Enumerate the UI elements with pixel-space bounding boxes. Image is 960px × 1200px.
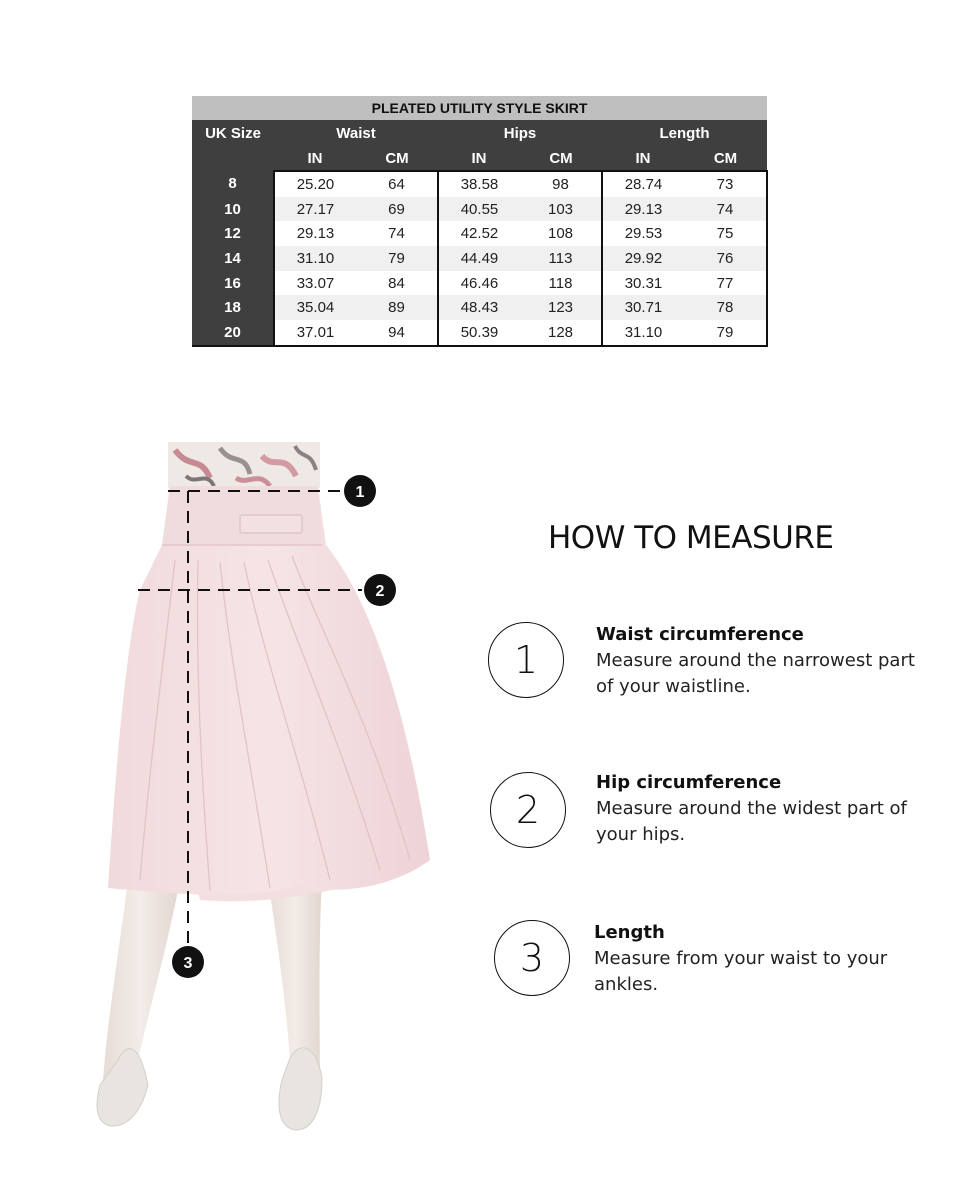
table-row xyxy=(192,295,767,320)
measurement-cell: 74 xyxy=(356,221,438,246)
measurement-cell: 128 xyxy=(520,320,602,346)
measurement-cell: 30.71 xyxy=(602,295,684,320)
measurement-cell: 35.04 xyxy=(274,295,356,320)
step-description: Measure around the widest part of your hips. xyxy=(596,798,907,845)
step-description: Measure from your waist to your ankles. xyxy=(594,948,888,995)
unit-header: CM xyxy=(356,146,438,171)
measurement-cell: 27.17 xyxy=(274,197,356,222)
measurement-cell: 75 xyxy=(684,221,767,246)
measurement-cell: 37.01 xyxy=(274,320,356,346)
measurement-cell: 29.13 xyxy=(274,221,356,246)
step-title: Length xyxy=(594,922,665,943)
marker-1-label: 1 xyxy=(355,484,365,501)
size-chart-table xyxy=(192,96,768,347)
measurement-cell: 40.55 xyxy=(438,197,520,222)
table-body xyxy=(192,171,767,346)
measurement-cell: 73 xyxy=(684,171,767,197)
marker-2 xyxy=(364,574,396,606)
table-title: PLEATED UTILITY STYLE SKIRT xyxy=(192,96,767,120)
step-number-circle: 2 xyxy=(490,772,566,848)
measurement-cell: 118 xyxy=(520,271,602,296)
table-row xyxy=(192,320,767,346)
marker-3-label: 3 xyxy=(183,955,193,972)
right-shoe xyxy=(279,1048,322,1130)
measurement-cell: 77 xyxy=(684,271,767,296)
measurement-cell: 44.49 xyxy=(438,246,520,271)
measurement-cell: 103 xyxy=(520,197,602,222)
table-row xyxy=(192,171,767,197)
waist-group-header: Waist xyxy=(274,120,438,146)
marker-2-label: 2 xyxy=(375,583,385,600)
unit-header: IN xyxy=(438,146,520,171)
step-title: Waist circumference xyxy=(596,624,804,645)
step-description: Measure around the narrowest part of your waistline. xyxy=(596,650,915,697)
measurement-cell: 42.52 xyxy=(438,221,520,246)
size-header-spacer xyxy=(192,146,274,171)
measurement-cell: 33.07 xyxy=(274,271,356,296)
size-cell: 8 xyxy=(192,171,274,197)
measurement-cell: 46.46 xyxy=(438,271,520,296)
size-cell: 18 xyxy=(192,295,274,320)
pocket-flap xyxy=(240,515,302,533)
table-row xyxy=(192,221,767,246)
length-group-header: Length xyxy=(602,120,767,146)
measurement-cell: 25.20 xyxy=(274,171,356,197)
measurement-cell: 84 xyxy=(356,271,438,296)
measurement-cell: 74 xyxy=(684,197,767,222)
size-cell: 10 xyxy=(192,197,274,222)
step-waist xyxy=(488,622,928,712)
skirt xyxy=(108,486,430,895)
measurement-cell: 31.10 xyxy=(274,246,356,271)
shoes xyxy=(97,1048,322,1130)
skirt-figure xyxy=(0,400,480,1180)
measurement-cell: 29.92 xyxy=(602,246,684,271)
measurement-cell: 113 xyxy=(520,246,602,271)
size-cell: 14 xyxy=(192,246,274,271)
size-column-header: UK Size xyxy=(192,120,274,146)
measurement-cell: 69 xyxy=(356,197,438,222)
measurement-cell: 123 xyxy=(520,295,602,320)
table-row xyxy=(192,246,767,271)
unit-header: IN xyxy=(602,146,684,171)
measurement-cell: 29.53 xyxy=(602,221,684,246)
marker-1 xyxy=(344,475,376,507)
marker-3 xyxy=(172,946,204,978)
measurement-cell: 64 xyxy=(356,171,438,197)
measurement-cell: 98 xyxy=(520,171,602,197)
measurement-cell: 94 xyxy=(356,320,438,346)
step-length xyxy=(494,920,934,1010)
blouse xyxy=(168,442,320,488)
measurement-cell: 48.43 xyxy=(438,295,520,320)
step-title: Hip circumference xyxy=(596,772,782,793)
unit-header: CM xyxy=(684,146,767,171)
unit-header: CM xyxy=(520,146,602,171)
unit-header: IN xyxy=(274,146,356,171)
measurement-cell: 78 xyxy=(684,295,767,320)
measurement-cell: 89 xyxy=(356,295,438,320)
size-cell: 16 xyxy=(192,271,274,296)
how-to-measure-title: HOW TO MEASURE xyxy=(548,520,834,556)
measurement-cell: 50.39 xyxy=(438,320,520,346)
step-hips xyxy=(490,772,930,862)
step-number-circle: 1 xyxy=(488,622,564,698)
measurement-cell: 79 xyxy=(684,320,767,346)
measurement-cell: 108 xyxy=(520,221,602,246)
hips-group-header: Hips xyxy=(438,120,602,146)
table-row xyxy=(192,271,767,296)
measurement-cell: 28.74 xyxy=(602,171,684,197)
step-number-circle: 3 xyxy=(494,920,570,996)
measurement-cell: 31.10 xyxy=(602,320,684,346)
measurement-cell: 29.13 xyxy=(602,197,684,222)
measurement-cell: 30.31 xyxy=(602,271,684,296)
size-cell: 12 xyxy=(192,221,274,246)
table-row xyxy=(192,197,767,222)
measurement-cell: 79 xyxy=(356,246,438,271)
measurement-cell: 76 xyxy=(684,246,767,271)
size-cell: 20 xyxy=(192,320,274,346)
measurement-cell: 38.58 xyxy=(438,171,520,197)
